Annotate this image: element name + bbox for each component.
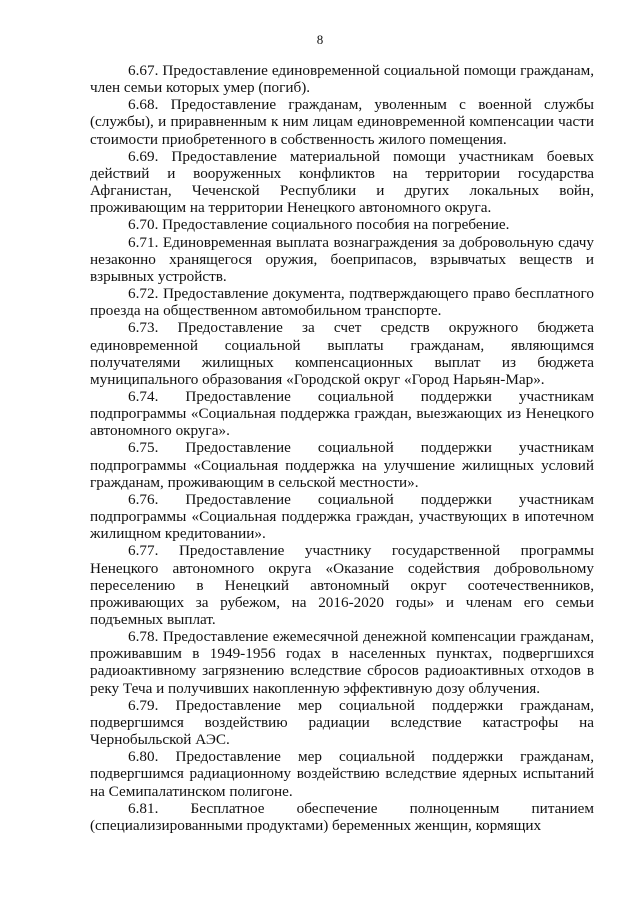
paragraph-6-69: 6.69. Предоставление материальной помощи участникам боевых действий и вооруженных конфликтов на территории государства Афганистан, Чеченской Республики и других локальных войн, проживающим на территории Ненецкого автономного округа. [90,147,594,217]
paragraph-6-71: 6.71. Единовременная выплата вознаграждения за добровольную сдачу незаконно хранящегося оружия, боеприпасов, взрывчатых веществ и взрывных устройств. [90,233,594,285]
paragraph-6-78: 6.78. Предоставление ежемесячной денежной компенсации гражданам, проживавшим в 1949-1956 годах в населенных пунктах, подвергшихся радиоактивному загрязнению вследствие сбросов радиоактивных отходов в реку Теча и получивших накопленную эффективную дозу облучения. [90,628,594,697]
paragraph-6-76: 6.76. Предоставление социальной поддержки участникам подпрограммы «Социальная поддержка граждан, участвующих в ипотечном жилищном кредитовании». [90,490,594,543]
paragraph-6-72: 6.72. Предоставление документа, подтверждающего право бесплатного проезда на общественном автомобильном транспорте. [90,285,594,320]
paragraph-6-77: 6.77. Предоставление участнику государственной программы Ненецкого автономного округа «Оказание содействия добровольному переселению в Ненецкий автономный округ соотечественников, проживающих за рубежом, на 2016-2020 годы» и членам его семьи подъемных выплат. [90,542,594,628]
paragraph-6-68: 6.68. Предоставление гражданам, уволенным с военной службы (службы), и приравненным к ним лицам единовременной компенсации части стоимости приобретенного в собственность жилого помещения. [90,96,594,148]
paragraph-6-73: 6.73. Предоставление за счет средств окружного бюджета единовременной социальной выплаты гражданам, являющимся получателями жилищных компенсационных выплат из бюджета муниципального образования «Городской округ «Город Нарьян-Мар». [90,319,594,388]
document-body [90,62,594,834]
paragraph-6-75: 6.75. Предоставление социальной поддержки участникам подпрограммы «Социальная поддержка на улучшение жилищных условий гражданам, проживающим в сельской местности». [90,439,594,491]
paragraph-6-81: 6.81. Бесплатное обеспечение полноценным питанием (специализированными продуктами) беременных женщин, кормящих [90,799,594,834]
paragraph-6-70: 6.70. Предоставление социального пособия на погребение. [128,216,510,234]
paragraph-6-67: 6.67. Предоставление единовременной социальной помощи гражданам, член семьи которых умер (погиб). [90,62,594,97]
paragraph-6-79: 6.79. Предоставление мер социальной поддержки гражданам, подвергшимся воздействию радиации вследствие катастрофы на Чернобыльской АЭС. [90,696,594,749]
paragraph-6-80: 6.80. Предоставление мер социальной поддержки гражданам, подвергшимся радиационному воздействию вследствие ядерных испытаний на Семипалатинском полигоне. [90,748,594,800]
paragraph-6-74: 6.74. Предоставление социальной поддержки участникам подпрограммы «Социальная поддержка граждан, выезжающих из Ненецкого автономного округа». [90,387,594,440]
page-number: 8 [316,32,324,47]
